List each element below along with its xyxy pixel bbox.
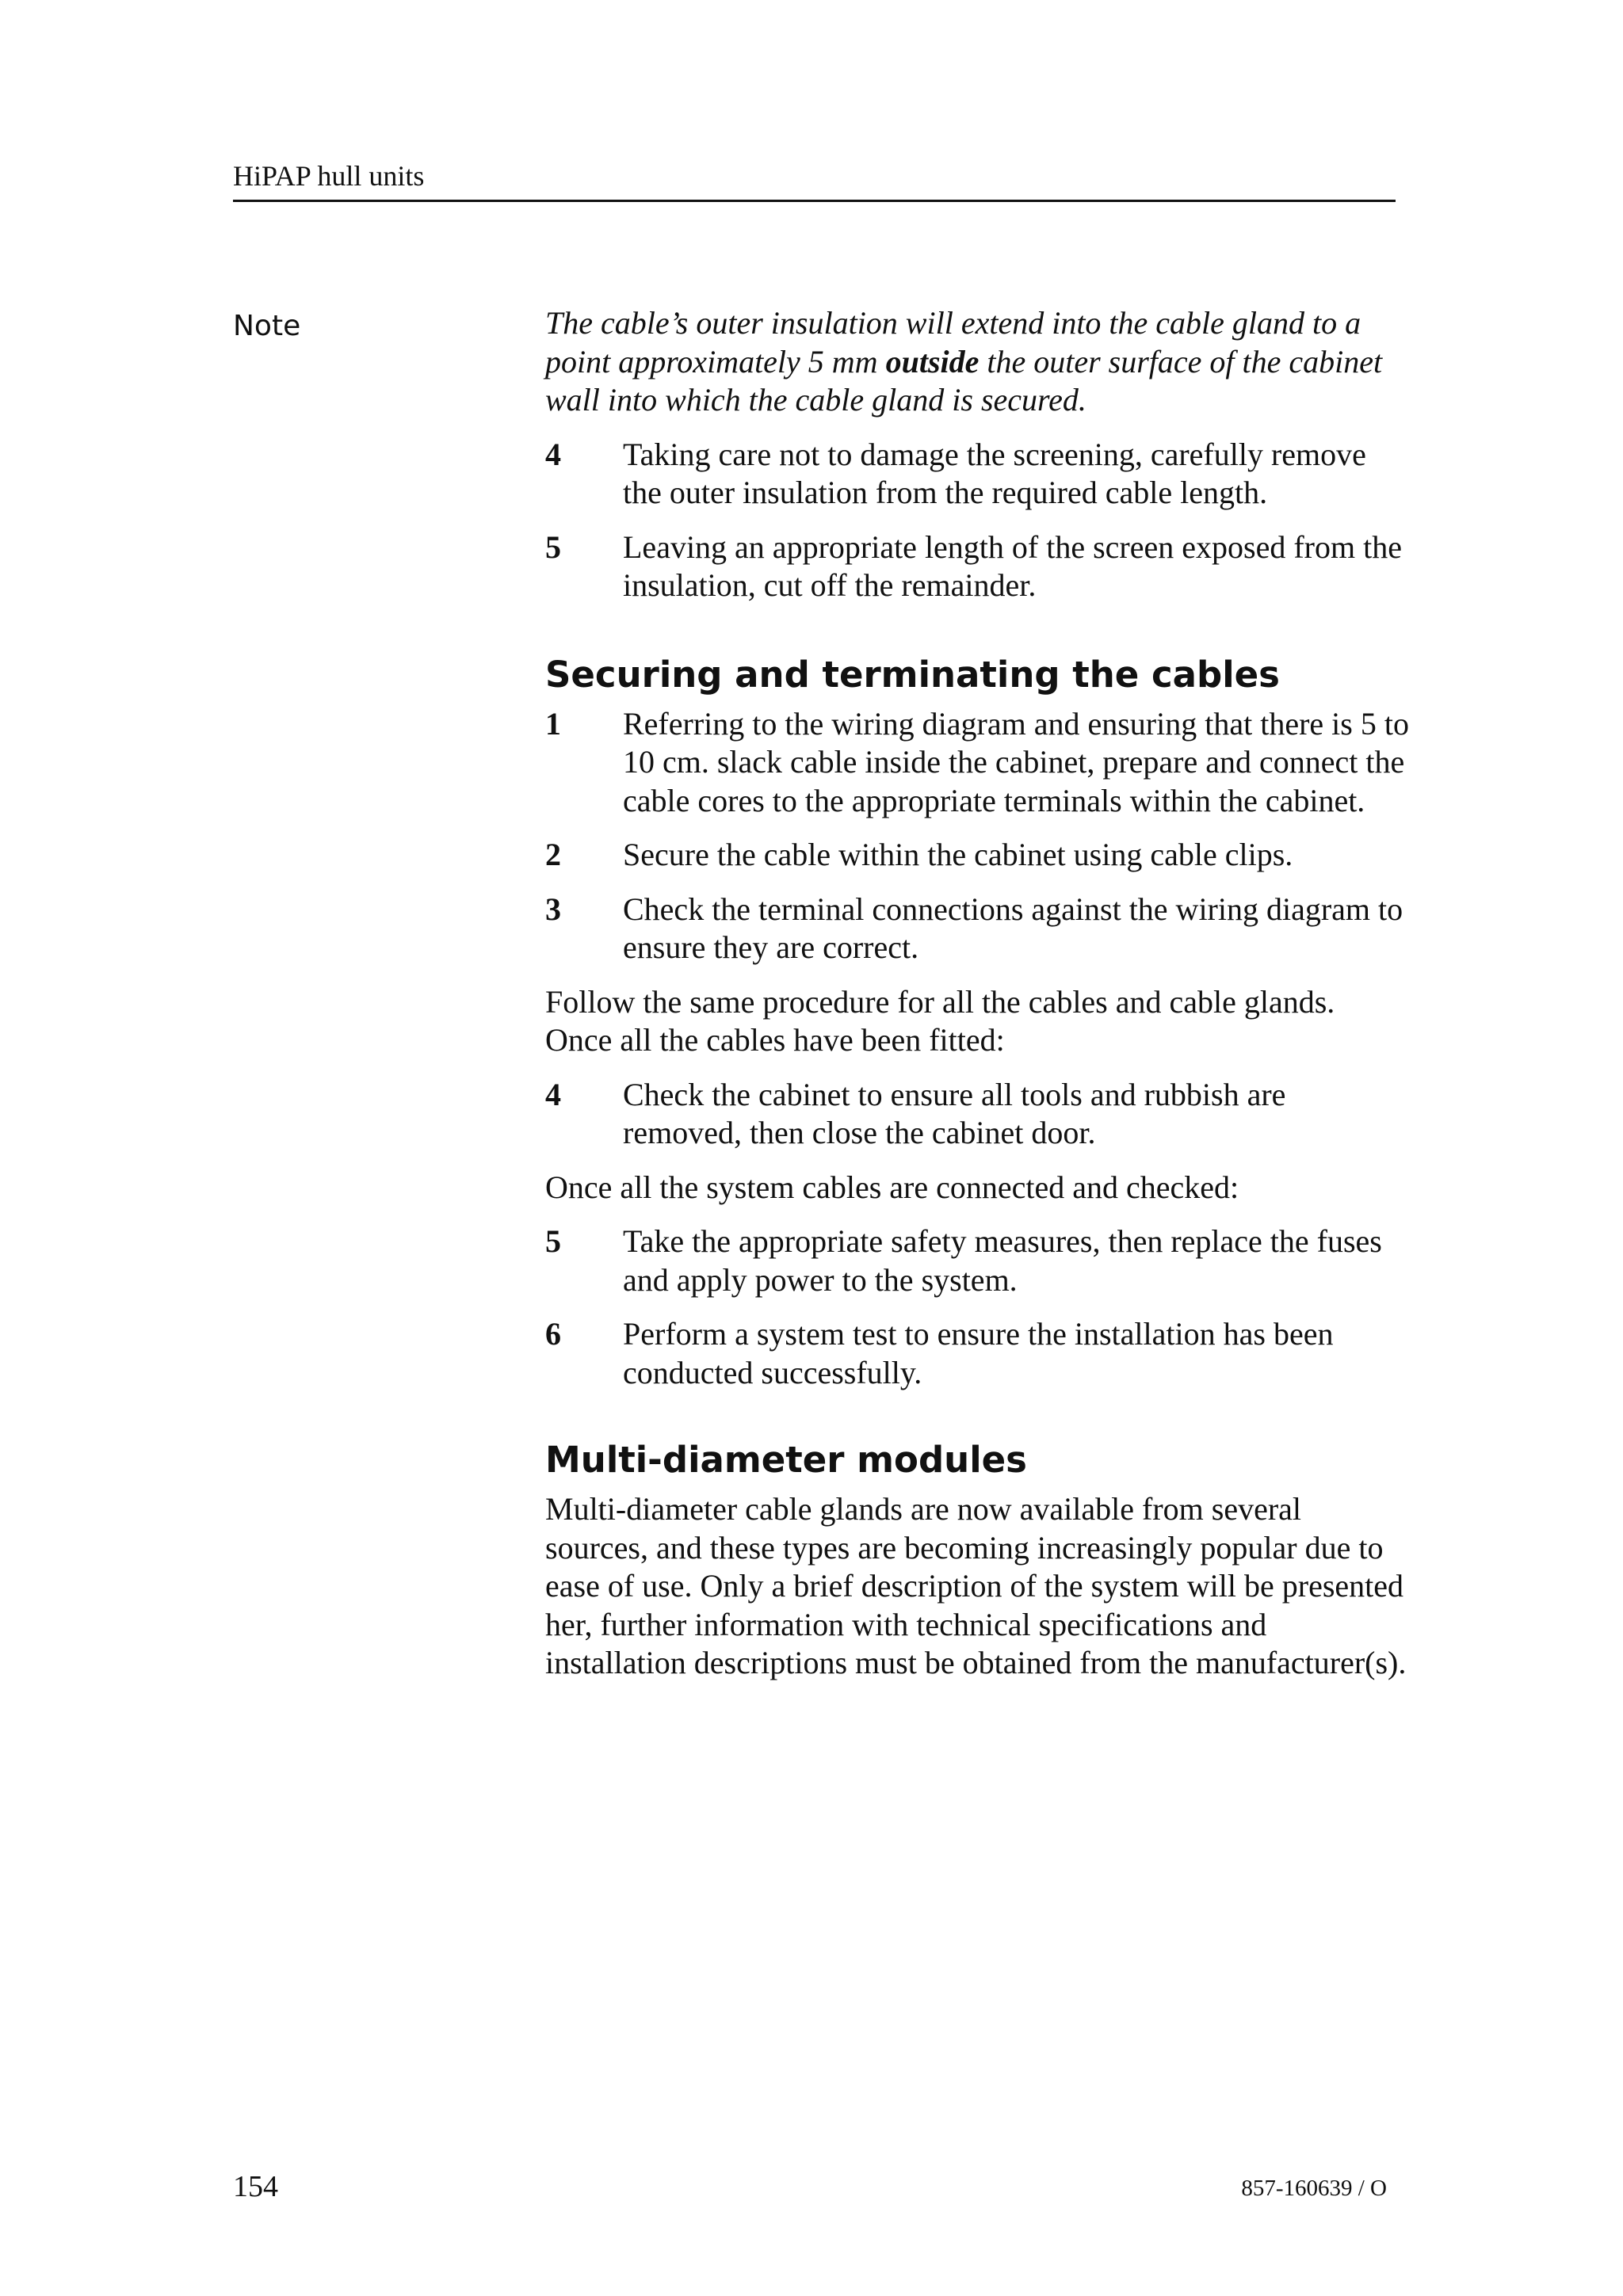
step-number: 2 (545, 837, 561, 872)
main-content (545, 304, 1409, 1699)
step-item (545, 1076, 1409, 1153)
body-paragraph: Once all the system cables are connected and checked: (545, 1169, 1239, 1205)
body-paragraph: Multi-diameter cable glands are now available from several sources, and these types are becoming increasingly popular due to ease of use. Only a brief description of the system will be presented her, further information with technical specifications and installation descriptions must be obtained from the manufacturer(s). (545, 1491, 1407, 1680)
step-text: Taking care not to damage the screening, carefully remove the outer insulation from the required cable length. (623, 436, 1366, 510)
document-reference: 857-160639 / O (1241, 2176, 1387, 2201)
step-text: Take the appropriate safety measures, then replace the fuses and apply power to the system. (623, 1223, 1382, 1298)
body-paragraph: Follow the same procedure for all the cables and cable glands. Once all the cables have been fitted: (545, 983, 1335, 1058)
step-text: Leaving an appropriate length of the screen exposed from the insulation, cut off the remainder. (623, 528, 1402, 603)
step-text: Secure the cable within the cabinet using cable clips. (623, 837, 1293, 872)
note-text-emphasis: outside (885, 343, 980, 379)
step-text: Check the cabinet to ensure all tools and rubbish are removed, then close the cabinet door. (623, 1076, 1286, 1150)
note-text-after: the outer surface of the cabinet wall into which the cable gland is secured. (545, 343, 1383, 418)
step-item (545, 1315, 1409, 1392)
note-text-before: The cable’s outer insulation will extend into the cable gland to a point approximately 5 mm (545, 305, 1361, 379)
step-number: 3 (545, 891, 561, 927)
note-text (545, 304, 1409, 420)
step-item (545, 436, 1409, 513)
step-text: Check the terminal connections against the wiring diagram to ensure they are correct. (623, 891, 1403, 965)
step-number: 4 (545, 1076, 561, 1112)
step-item (545, 891, 1409, 967)
step-item (545, 528, 1409, 605)
step-number: 5 (545, 528, 561, 565)
running-header-title: HiPAP hull units (233, 160, 425, 192)
step-number: 5 (545, 1223, 561, 1259)
section-heading-securing: Securing and terminating the cables (545, 653, 1280, 696)
step-number: 4 (545, 436, 561, 472)
step-item (545, 836, 1409, 875)
step-number: 1 (545, 705, 561, 742)
step-text: Perform a system test to ensure the installation has been conducted successfully. (623, 1316, 1334, 1390)
step-item (545, 1222, 1409, 1299)
note-label: Note (233, 310, 301, 342)
step-text: Referring to the wiring diagram and ensuring that there is 5 to 10 cm. slack cable inside the cabinet, prepare and connect the cable cores to the appropriate terminals within the cabinet. (623, 705, 1409, 818)
section-heading-multi-diameter: Multi-diameter modules (545, 1439, 1027, 1481)
page-number: 154 (233, 2170, 278, 2203)
step-number: 6 (545, 1316, 561, 1352)
header-rule (233, 200, 1396, 202)
step-item (545, 705, 1409, 821)
